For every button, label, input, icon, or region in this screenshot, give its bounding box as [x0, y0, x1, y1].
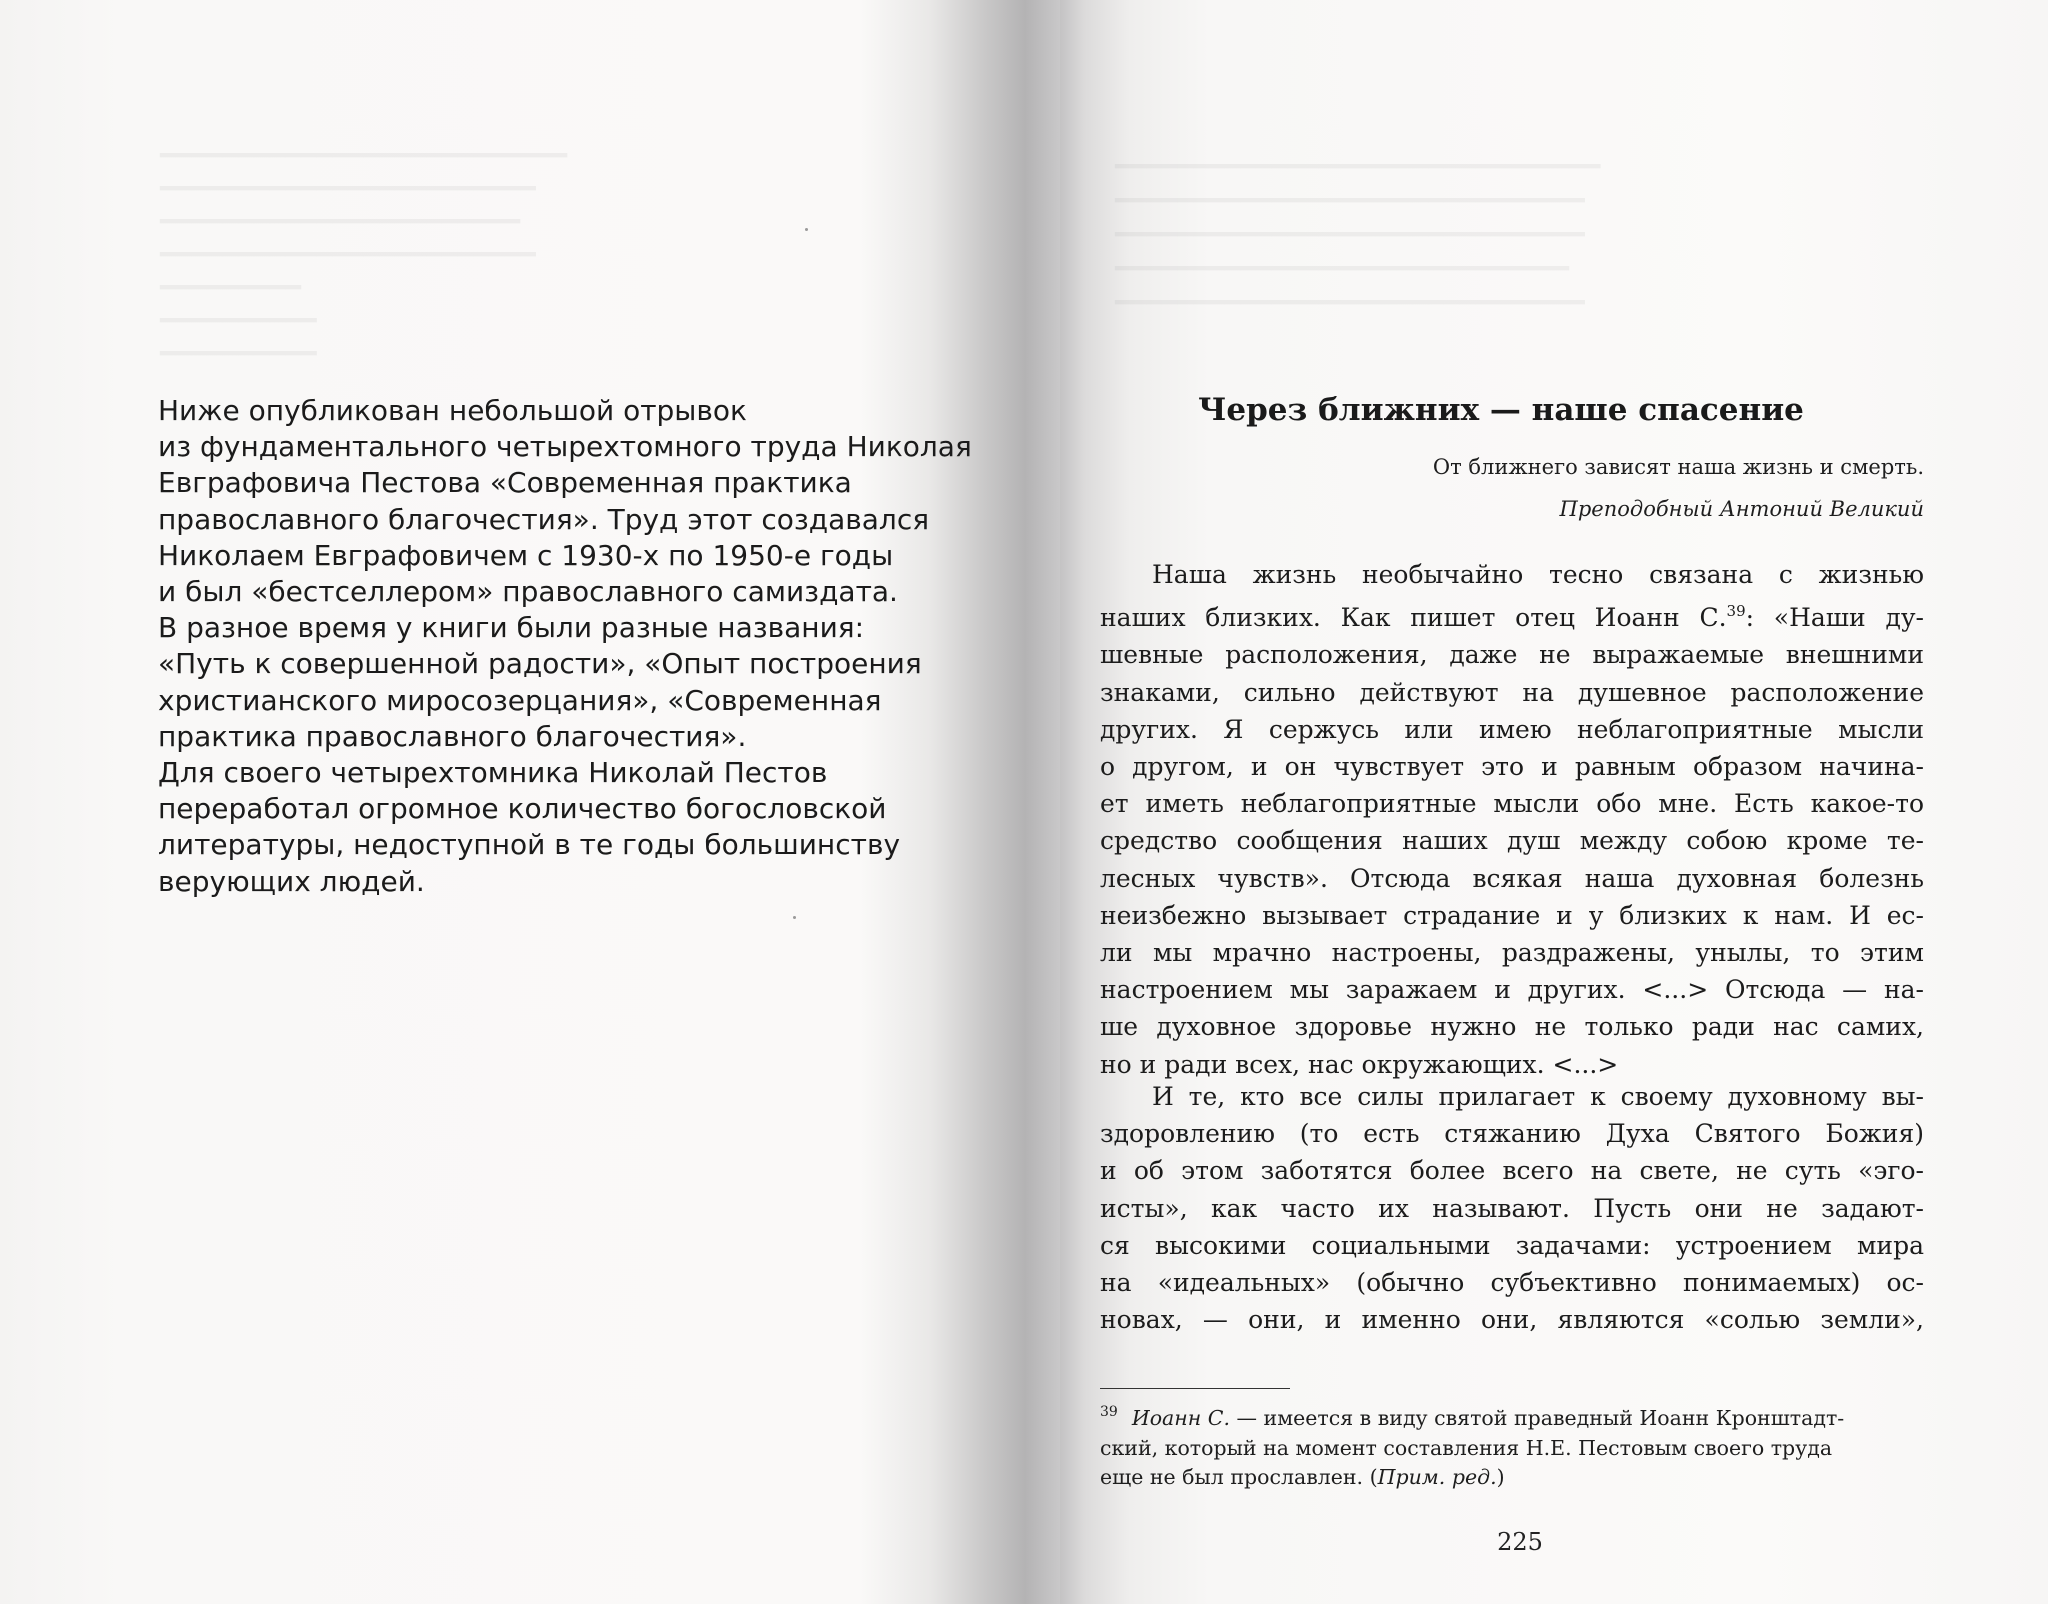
footnote-reference[interactable]: 39	[1726, 602, 1746, 621]
text-line: но и ради всех, нас окружающих. <...>	[1100, 1049, 1619, 1079]
text-line: и об этом заботятся более всего на свете, не суть «эго-	[1100, 1156, 1924, 1186]
intro-line: Николаем Евграфовичем с 1930-х по 1950-е годы	[158, 538, 894, 572]
intro-line: литературы, недоступной в те годы большинству	[158, 828, 901, 862]
intro-line: Евграфовича Пестова «Современная практика	[158, 466, 852, 500]
footnote-number: 39	[1100, 1404, 1118, 1420]
text-segment: : «Наши ду-	[1745, 603, 1924, 633]
intro-line: В разное время у книги были разные названия:	[158, 611, 865, 645]
text-line: на «идеальных» (обычно субъективно понимаемых) ос-	[1100, 1268, 1924, 1298]
intro-text	[158, 393, 972, 900]
text-line: ли мы мрачно настроены, раздражены, унылы, то этим	[1100, 938, 1924, 968]
intro-line: верующих людей.	[158, 864, 425, 898]
text-line: средство сообщения наших душ между собою кроме те-	[1100, 826, 1924, 856]
text-line: лесных чувств». Отсюда всякая наша духовная болезнь	[1100, 863, 1924, 893]
epigraph-author: Преподобный Антоний Великий	[1559, 497, 1924, 521]
text-line: И те, кто все силы прилагает к своему духовному вы-	[1152, 1082, 1924, 1111]
intro-line: христианского миросозерцания», «Современная	[158, 683, 882, 717]
epigraph: От ближнего зависят наша жизнь и смерть.	[1432, 455, 1924, 479]
speck-mark	[805, 228, 808, 231]
text-segment: наших близких. Как пишет отец Иоанн С.	[1100, 603, 1727, 633]
speck-mark	[793, 916, 796, 919]
text-segment: )	[1496, 1465, 1505, 1489]
text-line: ся высокими социальными задачами: устроением мира	[1100, 1230, 1924, 1260]
intro-line: православного благочестия». Труд этот создавался	[158, 502, 930, 536]
intro-line: переработал огромное количество богословской	[158, 792, 887, 826]
footnote-divider	[1100, 1388, 1290, 1389]
footnote-line	[1100, 1463, 1924, 1493]
page-number: 225	[1497, 1528, 1543, 1556]
intro-line: «Путь к совершенной радости», «Опыт построения	[158, 647, 922, 681]
text-line: ше духовное здоровье нужно не только ради нас самих,	[1100, 1012, 1924, 1042]
footnote-line: ский, который на момент составления Н.Е. Пестовым своего труда	[1100, 1435, 1833, 1460]
text-line: Наша жизнь необычайно тесно связана с жизнью	[1152, 560, 1924, 589]
paragraph-2	[1100, 1078, 1924, 1338]
show-through-right: ━━━━━━━━━━━━━━━━━━━━━━━━━━━━━━━ ━━━━━━━━━━━━━━━━━━━━━━━━━━━━━━ ━━━━━━━━━━━━━━━━━━━━━━━━━━━━━━ ━━━━━━━━━━━━━━━━━━━━━━━━━━━━━ ━━━━━━━━━━━━━━━━━━━━━━━━━━━━━━	[1115, 152, 1601, 318]
text-segment: еще не был прославлен. (	[1100, 1465, 1378, 1489]
intro-line: Ниже опубликован небольшой отрывок	[158, 394, 747, 427]
intro-line: практика православного благочестия».	[158, 719, 747, 753]
paragraph-1	[1100, 556, 1924, 1083]
text-line: ет иметь неблагоприятные мысли обо мне. Есть какое-то	[1100, 789, 1924, 819]
text-line: шевные расположения, даже не выражаемые внешними	[1100, 640, 1924, 670]
text-line: неизбежно вызывает страдание и у близких к нам. И ес-	[1100, 900, 1924, 930]
intro-line: и был «бестселлером» православного самиздата.	[158, 575, 898, 609]
text-line: настроением мы заражаем и других. <...> Отсюда — на-	[1100, 975, 1924, 1005]
text-line: знаками, сильно действуют на душевное расположение	[1100, 677, 1924, 707]
chapter-heading: Через ближних — наше спасение	[1198, 392, 1804, 428]
footnote-editor-note: Прим. ред.	[1377, 1465, 1497, 1489]
text-line: здоровлению (то есть стяжанию Духа Святого Божия)	[1100, 1119, 1924, 1149]
text-line: исты», как часто их называют. Пусть они не задают-	[1100, 1193, 1924, 1223]
intro-line: из фундаментального четырехтомного труда Николая	[158, 430, 972, 464]
text-segment: — имеется в виду святой праведный Иоанн Кронштадт-	[1230, 1406, 1845, 1430]
show-through-left: ━━━━━━━━━━━━━━━━━━━━━━━━━━ ━━━━━━━━━━━━━━━━━━━━━━━━ ━━━━━━━━━━━━━━━━━━━━━━━ ━━━━━━━━━━━━━━━━━━━━━━━━ ━━━━━━━━━ ━━━━━━━━━━ ━━━━━━━━━━	[160, 141, 567, 369]
footnote-line	[1100, 1398, 1924, 1434]
text-line: о другом, и он чувствует это и равным образом начина-	[1100, 752, 1924, 782]
footnote-term: Иоанн С.	[1131, 1406, 1230, 1430]
text-line: новах, — они, и именно они, являются «солью земли»,	[1100, 1305, 1924, 1335]
intro-line: Для своего четырехтомника Николай Пестов	[158, 756, 828, 790]
text-line: других. Я сержусь или имею неблагоприятные мысли	[1100, 714, 1924, 744]
footnote	[1100, 1398, 1924, 1493]
text-line	[1100, 593, 1924, 636]
